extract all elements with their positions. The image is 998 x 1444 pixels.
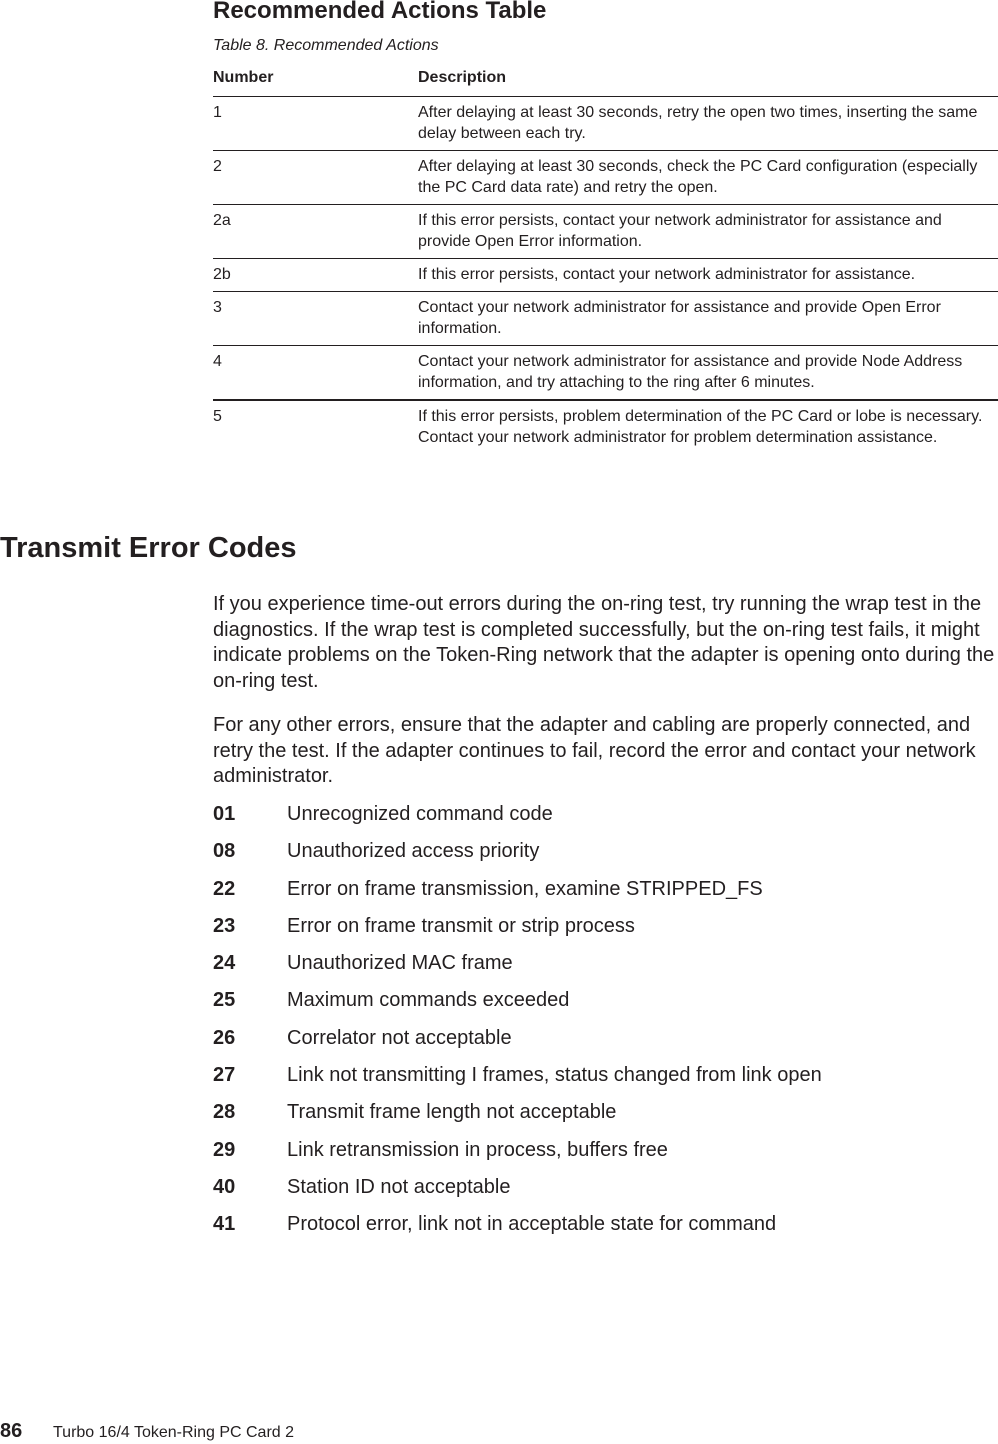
recommended-actions-table: [213, 66, 998, 454]
table-row: [213, 205, 998, 259]
table-row: [213, 97, 998, 151]
error-code: 23: [213, 914, 236, 937]
other-errors-paragraph: For any other errors, ensure that the adapter and cabling are properly connected, and retry the test. If the adapter continues to fail, record the error and contact your network administrator.: [213, 714, 976, 787]
page-number: 86: [0, 1420, 23, 1442]
table-row: [213, 259, 998, 292]
error-description: Unrecognized command code: [287, 803, 553, 825]
row-number: 3: [213, 292, 418, 346]
error-code: 41: [213, 1213, 236, 1236]
row-number: 5: [213, 408, 222, 425]
column-header-number: Number: [213, 66, 418, 97]
error-description: Error on frame transmit or strip process: [287, 914, 635, 937]
error-description: Unauthorized access priority: [287, 840, 540, 863]
row-description: If this error persists, problem determination of the PC Card or lobe is necessary. Contact your network administrator for problem determination assistance.: [418, 408, 983, 446]
error-code: 24: [213, 952, 236, 975]
error-description: Link not transmitting I frames, status changed from link open: [287, 1064, 822, 1087]
error-code: 25: [213, 989, 236, 1012]
error-code: 22: [213, 877, 236, 900]
error-description: Unauthorized MAC frame: [287, 952, 513, 975]
error-code: 29: [213, 1138, 236, 1161]
table-row: [213, 151, 998, 205]
row-description: After delaying at least 30 seconds, retry the open two times, inserting the same delay between each try.: [418, 97, 998, 151]
error-code: 01: [213, 803, 236, 825]
list-item: [213, 986, 998, 1023]
intro-paragraph: If you experience time-out errors during the on-ring test, try running the wrap test in the diagnostics. If the wrap test is completed successfully, but the on-ring test fails, it might indicate problems on the Token-Ring network that the adapter is opening onto during the on-ring test.: [213, 593, 995, 692]
error-description: Maximum commands exceeded: [287, 989, 570, 1012]
row-number: 1: [213, 97, 418, 151]
list-item: [213, 1061, 998, 1098]
error-code: 40: [213, 1175, 236, 1198]
error-description: Link retransmission in process, buffers free: [287, 1138, 668, 1161]
column-header-description: Description: [418, 66, 998, 97]
list-item: [213, 837, 998, 874]
transmit-error-codes-heading: Transmit Error Codes: [0, 532, 297, 564]
error-description: Protocol error, link not in acceptable state for command: [287, 1213, 777, 1236]
error-code: 26: [213, 1026, 236, 1049]
error-description: Station ID not acceptable: [287, 1175, 511, 1198]
list-item: [213, 912, 998, 949]
table-row: [213, 292, 998, 346]
row-number: 2: [213, 151, 418, 205]
list-item: [213, 875, 998, 912]
row-description: After delaying at least 30 seconds, check the PC Card configuration (especially the PC Card data rate) and retry the open.: [418, 151, 998, 205]
list-item: [213, 949, 998, 986]
error-description: Error on frame transmission, examine STRIPPED_FS: [287, 877, 763, 900]
table-row: [213, 346, 998, 401]
error-code-list: [213, 800, 998, 1248]
page-footer: [0, 1420, 294, 1443]
row-description: Contact your network administrator for assistance and provide Open Error information.: [418, 292, 998, 346]
row-number: 4: [213, 346, 418, 401]
row-description: Contact your network administrator for assistance and provide Node Address information, and try attaching to the ring after 6 minutes.: [418, 346, 998, 401]
list-item: [213, 1136, 998, 1173]
row-number: 2b: [213, 259, 418, 292]
row-number: 2a: [213, 205, 418, 259]
error-description: Correlator not acceptable: [287, 1026, 512, 1049]
table-caption: Table 8. Recommended Actions: [213, 37, 439, 54]
recommended-actions-heading: Recommended Actions Table: [213, 0, 547, 24]
table-row: [213, 400, 998, 454]
error-code: 08: [213, 840, 236, 863]
book-title: Turbo 16/4 Token-Ring PC Card 2: [53, 1424, 295, 1441]
error-code: 27: [213, 1064, 236, 1087]
row-description: If this error persists, contact your network administrator for assistance.: [418, 259, 998, 292]
row-description: If this error persists, contact your network administrator for assistance and provide Open Error information.: [418, 205, 998, 259]
list-item: [213, 1024, 998, 1061]
error-code: 28: [213, 1101, 236, 1124]
list-item: [213, 1173, 998, 1210]
table-header-row: [213, 66, 998, 97]
list-item: [213, 800, 998, 837]
list-item: [213, 1098, 998, 1135]
error-description: Transmit frame length not acceptable: [287, 1101, 617, 1124]
list-item: [213, 1210, 998, 1247]
